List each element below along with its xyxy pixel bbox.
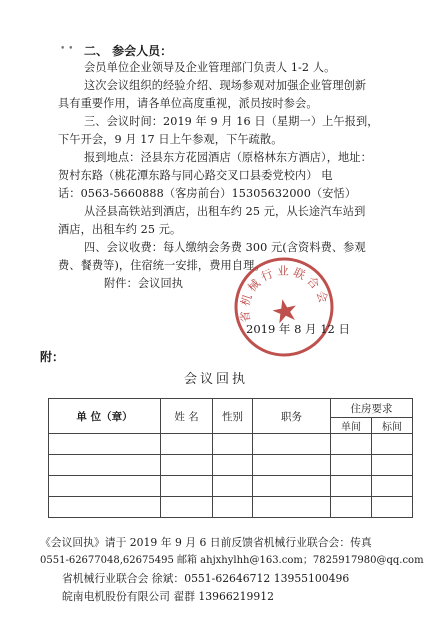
margin-mark: • • [60, 44, 74, 54]
form-row [49, 497, 413, 518]
fee-line1: 四、会议收费：每人缴纳会务费 300 元(含资料费、参观 [84, 241, 366, 254]
form-row [49, 434, 413, 455]
form-cell[interactable] [213, 455, 253, 476]
signoff-date: 2019 年 8 月 12 日 [246, 322, 350, 336]
form-cell[interactable] [372, 497, 413, 518]
header-unit: 单 位（章） [49, 399, 161, 434]
transport-line2: 酒店，出租车约 25 元。 [58, 223, 182, 236]
form-cell[interactable] [213, 497, 253, 518]
form-cell[interactable] [49, 434, 161, 455]
footer-return-instruction: 《会议回执》请于 2019 年 9 月 6 日前反馈省机械行业联合会：传真 [40, 536, 372, 549]
form-cell[interactable] [161, 476, 213, 497]
receipt-title: 会议回执 [183, 372, 248, 387]
header-lodging: 住房要求 [331, 399, 413, 418]
form-cell[interactable] [253, 434, 331, 455]
section-attendees-heading: 二、 参会人员： [84, 44, 173, 58]
organization-seal [222, 245, 345, 368]
footer-contact-company: 皖南电机股份有限公司 翟群 13966219912 [62, 590, 274, 603]
importance-text-line1: 这次会议组织的经验介绍、现场参观对加强企业管理创新 [84, 79, 367, 92]
form-cell[interactable] [213, 434, 253, 455]
form-cell[interactable] [161, 455, 213, 476]
meeting-time-line2: 下午开会，9 月 17 日上午参观，下午疏散。 [58, 133, 283, 146]
form-cell[interactable] [372, 455, 413, 476]
receipt-form-table [48, 398, 413, 518]
form-cell[interactable] [372, 434, 413, 455]
form-cell[interactable] [161, 434, 213, 455]
attachment-label: 附： [40, 350, 65, 364]
attendees-text: 会员单位企业领导及企业管理部门负责人 1-2 人。 [84, 61, 336, 74]
meeting-time-line1: 三、会议时间：2019 年 9 月 16 日（星期一）上午报到， [84, 115, 379, 128]
svg-text:省机械行业联合会: 省机械行业联合会 [237, 263, 332, 324]
form-row [49, 476, 413, 497]
form-cell[interactable] [49, 455, 161, 476]
form-cell[interactable] [161, 497, 213, 518]
form-cell[interactable] [331, 455, 372, 476]
transport-line1: 从泾县高铁站到酒店，出租车约 25 元，从长途汽车站到 [84, 205, 366, 218]
importance-text-line2: 具有重要作用，请各单位高度重视，派员按时参会。 [58, 97, 318, 110]
form-cell[interactable] [253, 455, 331, 476]
form-cell[interactable] [213, 476, 253, 497]
footer-contact-fax-email: 0551-62677048,62675495 邮箱 ahjxhylhh@163.com；7825917980@qq.com [40, 555, 424, 566]
header-standard-room: 标间 [372, 418, 413, 434]
header-name: 姓 名 [161, 399, 213, 434]
fee-line2: 费、餐费等)，住宿统一安排，费用自理。 [58, 259, 266, 272]
attachment-note: 附件：会议回执 [104, 277, 184, 290]
header-position: 职务 [253, 399, 331, 434]
form-cell[interactable] [331, 476, 372, 497]
header-single-room: 单间 [331, 418, 372, 434]
footer-contact-association: 省机械行业联合会 徐斌：0551-62646712 13955100496 [62, 572, 350, 585]
form-cell[interactable] [253, 476, 331, 497]
header-gender: 性别 [213, 399, 253, 434]
venue-phone-line: 话：0563-5660888（客房前台）15305632000（安恬） [58, 187, 357, 200]
form-cell[interactable] [331, 434, 372, 455]
form-row [49, 455, 413, 476]
form-cell[interactable] [372, 476, 413, 497]
venue-line2: 贺村东路（桃花潭东路与同心路交叉口县委党校内） 电 [58, 169, 333, 182]
form-cell[interactable] [253, 497, 331, 518]
venue-line1: 报到地点：泾县东方花园酒店（原格林东方酒店），地址： [84, 151, 372, 164]
form-cell[interactable] [49, 476, 161, 497]
form-cell[interactable] [331, 497, 372, 518]
form-cell[interactable] [49, 497, 161, 518]
